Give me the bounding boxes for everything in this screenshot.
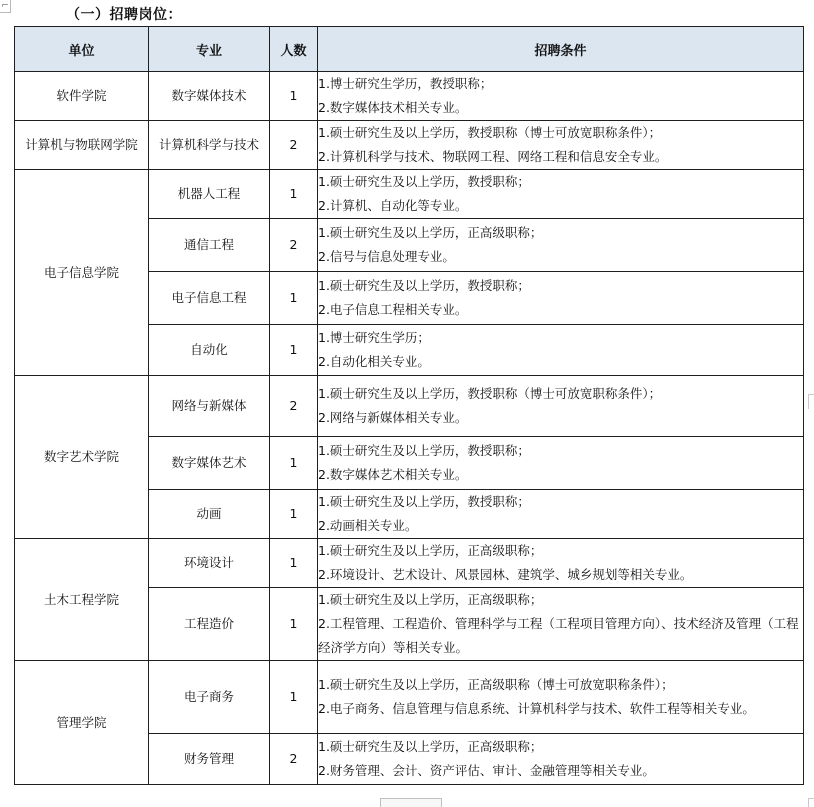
count-cell: 1 xyxy=(270,437,318,490)
conditions-cell xyxy=(318,72,804,121)
conditions-cell xyxy=(318,219,804,272)
count-cell: 1 xyxy=(270,325,318,376)
conditions-cell xyxy=(318,490,804,539)
condition-line: 2.环境设计、艺术设计、风景园林、建筑学、城乡规划等相关专业。 xyxy=(318,567,693,582)
major-cell: 电子信息工程 xyxy=(149,272,270,325)
condition-line: 2.网络与新媒体相关专业。 xyxy=(318,410,468,425)
condition-line: 1.硕士研究生及以上学历，正高级职称； xyxy=(318,592,543,607)
count-cell: 1 xyxy=(270,490,318,539)
condition-line: 2.电子信息工程相关专业。 xyxy=(318,302,468,317)
major-cell: 网络与新媒体 xyxy=(149,376,270,437)
major-cell: 环境设计 xyxy=(149,539,270,588)
count-cell: 1 xyxy=(270,170,318,219)
condition-line: 2.计算机科学与技术、物联网工程、网络工程和信息安全专业。 xyxy=(318,149,668,164)
condition-line: 2.工程管理、工程造价、管理科学与工程（工程项目管理方向）、技术经济及管理（工程经济学方向）等相关专业。 xyxy=(318,616,799,655)
table-row xyxy=(15,539,804,588)
condition-line: 1.硕士研究生及以上学历，教授职称； xyxy=(318,174,530,189)
condition-line: 1.硕士研究生及以上学历，正高级职称； xyxy=(318,543,543,558)
major-cell: 通信工程 xyxy=(149,219,270,272)
anchor-icon: ⌐ xyxy=(0,0,11,13)
table-row xyxy=(15,121,804,170)
conditions-cell xyxy=(318,734,804,785)
condition-line: 1.硕士研究生及以上学历，教授职称（博士可放宽职称条件）； xyxy=(318,125,662,140)
condition-line: 1.博士研究生学历，教授职称； xyxy=(318,76,493,91)
unit-cell: 土木工程学院 xyxy=(15,539,149,661)
unit-cell: 数字艺术学院 xyxy=(15,376,149,539)
recruitment-table xyxy=(14,26,804,785)
unit-cell: 管理学院 xyxy=(15,661,149,785)
count-cell: 1 xyxy=(270,539,318,588)
conditions-cell xyxy=(318,376,804,437)
edge-marker xyxy=(808,394,814,409)
condition-line: 1.硕士研究生及以上学历，教授职称； xyxy=(318,278,530,293)
header-unit: 单位 xyxy=(15,27,149,72)
condition-line: 2.信号与信息处理专业。 xyxy=(318,249,455,264)
conditions-cell xyxy=(318,437,804,490)
condition-line: 2.数字媒体技术相关专业。 xyxy=(318,100,468,115)
count-cell: 2 xyxy=(270,376,318,437)
condition-line: 1.博士研究生学历； xyxy=(318,330,430,345)
major-cell: 机器人工程 xyxy=(149,170,270,219)
unit-cell: 电子信息学院 xyxy=(15,170,149,376)
major-cell: 计算机科学与技术 xyxy=(149,121,270,170)
major-cell: 电子商务 xyxy=(149,661,270,734)
condition-line: 1.硕士研究生及以上学历，教授职称； xyxy=(318,443,530,458)
header-count: 人数 xyxy=(270,27,318,72)
count-cell: 2 xyxy=(270,734,318,785)
table-row xyxy=(15,661,804,734)
condition-line: 1.硕士研究生及以上学历，正高级职称（博士可放宽职称条件）； xyxy=(318,677,674,692)
major-cell: 动画 xyxy=(149,490,270,539)
condition-line: 2.动画相关专业。 xyxy=(318,518,418,533)
count-cell: 1 xyxy=(270,661,318,734)
major-cell: 工程造价 xyxy=(149,588,270,661)
header-row xyxy=(15,27,804,72)
header-conditions: 招聘条件 xyxy=(318,27,804,72)
conditions-cell xyxy=(318,661,804,734)
count-cell: 1 xyxy=(270,588,318,661)
condition-line: 2.电子商务、信息管理与信息系统、计算机科学与技术、软件工程等相关专业。 xyxy=(318,701,755,716)
conditions-cell xyxy=(318,121,804,170)
condition-line: 2.数字媒体艺术相关专业。 xyxy=(318,467,468,482)
count-cell: 1 xyxy=(270,272,318,325)
condition-line: 1.硕士研究生及以上学历，教授职称； xyxy=(318,494,530,509)
condition-line: 1.硕士研究生及以上学历，正高级职称； xyxy=(318,739,543,754)
count-cell: 2 xyxy=(270,121,318,170)
condition-line: 2.自动化相关专业。 xyxy=(318,354,430,369)
table-row xyxy=(15,72,804,121)
major-cell: 数字媒体艺术 xyxy=(149,437,270,490)
section-title: （一）招聘岗位： xyxy=(66,7,182,23)
conditions-cell xyxy=(318,170,804,219)
condition-line: 2.财务管理、会计、资产评估、审计、金融管理等相关专业。 xyxy=(318,763,655,778)
major-cell: 数字媒体技术 xyxy=(149,72,270,121)
condition-line: 2.计算机、自动化等专业。 xyxy=(318,198,468,213)
header-major: 专业 xyxy=(149,27,270,72)
major-cell: 自动化 xyxy=(149,325,270,376)
unit-cell: 计算机与物联网学院 xyxy=(15,121,149,170)
table-row xyxy=(15,170,804,219)
condition-line: 1.硕士研究生及以上学历，正高级职称； xyxy=(318,225,543,240)
table-row xyxy=(15,376,804,437)
condition-line: 1.硕士研究生及以上学历，教授职称（博士可放宽职称条件）； xyxy=(318,386,662,401)
count-cell: 1 xyxy=(270,72,318,121)
conditions-cell xyxy=(318,272,804,325)
conditions-cell xyxy=(318,539,804,588)
unit-cell: 软件学院 xyxy=(15,72,149,121)
major-cell: 财务管理 xyxy=(149,734,270,785)
conditions-cell xyxy=(318,325,804,376)
conditions-cell xyxy=(318,588,804,661)
count-cell: 2 xyxy=(270,219,318,272)
